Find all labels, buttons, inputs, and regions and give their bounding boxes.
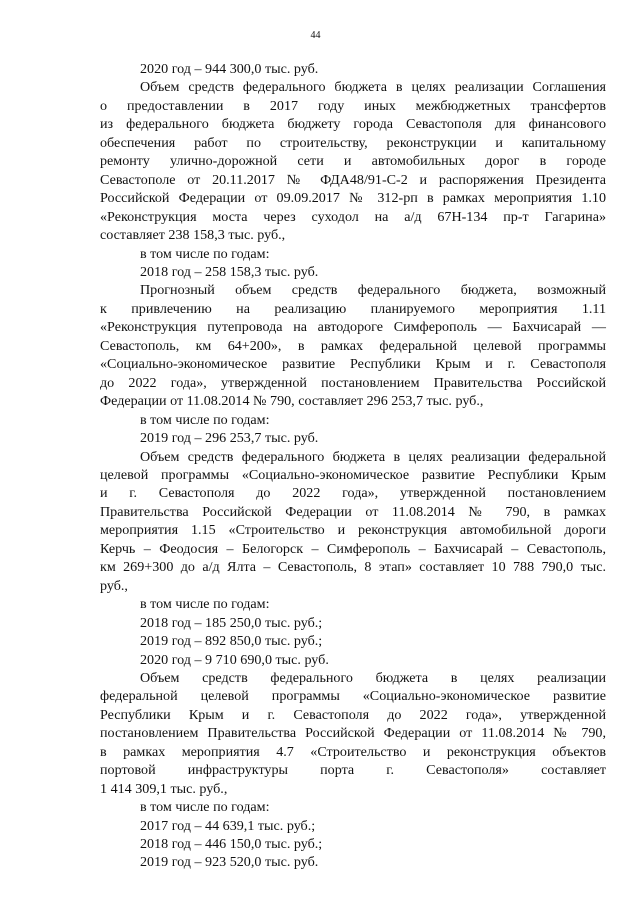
text-line: портовой инфраструктуры порта г. Севастополя» составляет [100, 762, 606, 779]
text-line: обеспечения работ по строительству, реконструкции и капитальному [100, 134, 606, 151]
text-line: 2018 год – 258 158,3 тыс. руб. [140, 263, 319, 280]
text-line: Объем средств федерального бюджета в целях реализации [140, 669, 606, 686]
text-line: Севастополе от 20.11.2017 № ФДА48/91-С-2 и распоряжения Президента [100, 171, 606, 188]
text-line: Объем средств федерального бюджета в целях реализации Соглашения [140, 79, 606, 96]
text-line: ремонту улично-дорожной сети и автомобильных дорог в городе [100, 153, 606, 170]
text-line: в том числе по годам: [140, 245, 270, 262]
text-line: 2017 год – 44 639,1 тыс. руб.; [140, 817, 316, 834]
text-line: 2020 год – 9 710 690,0 тыс. руб. [140, 651, 329, 668]
text-line: «Реконструкция моста через суходол на а/д 67Н-134 пр-т Гагарина» [100, 208, 606, 225]
text-line: 2019 год – 923 520,0 тыс. руб. [140, 854, 319, 871]
text-line: Правительства Российской Федерации от 11.08.2014 № 790, в рамках [100, 503, 606, 520]
page-number: 44 [310, 30, 321, 41]
text-line: 1 414 309,1 тыс. руб., [100, 780, 228, 797]
text-line: руб., [100, 577, 128, 594]
text-line: 2020 год – 944 300,0 тыс. руб. [140, 61, 319, 77]
text-line: Федерации от 11.08.2014 № 790, составляет 296 253,7 тыс. руб., [100, 393, 484, 410]
text-line: и г. Севастополя до 2022 года», утвержденной постановлением [100, 485, 606, 502]
text-line: постановлением Правительства Российской Федерации от 11.08.2014 № 790, [100, 725, 606, 742]
document-body [100, 60, 606, 872]
text-line: «Реконструкция путепровода на автодороге Симферополь — Бахчисарай — [100, 319, 606, 336]
text-line: Республики Крым и г. Севастополя до 2022 года», утвержденной [100, 706, 606, 723]
text-line: до 2022 года», утвержденной постановлением Правительства Российской [100, 374, 606, 391]
text-line: Севастополь, км 64+200», в рамках федеральной целевой программы [100, 337, 606, 354]
text-line: из федерального бюджета бюджету города Севастополя для финансового [100, 116, 606, 133]
text-line: составляет 238 158,3 тыс. руб., [100, 227, 286, 244]
text-line: целевой программы «Социально-экономическое развитие Республики Крым [100, 466, 606, 483]
text-line: к привлечению на реализацию планируемого мероприятия 1.11 [100, 300, 606, 317]
text-line: 2019 год – 296 253,7 тыс. руб. [140, 430, 319, 447]
text-line: 2018 год – 185 250,0 тыс. руб.; [140, 614, 323, 631]
text-line: 2019 год – 892 850,0 тыс. руб.; [140, 633, 323, 650]
text-line: Прогнозный объем средств федерального бюджета, возможный [140, 282, 606, 299]
text-line: 2018 год – 446 150,0 тыс. руб.; [140, 836, 323, 853]
text-line: в рамках мероприятия 4.7 «Строительство и реконструкция объектов [100, 743, 606, 760]
text-line: о предоставлении в 2017 году иных межбюджетных трансфертов [100, 97, 606, 114]
text-line: в том числе по годам: [140, 411, 270, 428]
text-line: Керчь – Феодосия – Белогорск – Симферополь – Бахчисарай – Севастополь, [100, 540, 606, 557]
text-line: Объем средств федерального бюджета в целях реализации федеральной [140, 448, 606, 465]
text-line: км 269+300 до а/д Ялта – Севастополь, 8 этап» составляет 10 788 790,0 тыс. [100, 559, 606, 576]
text-line: в том числе по годам: [140, 799, 270, 816]
text-line: в том числе по годам: [140, 596, 270, 613]
text-line: «Социально-экономическое развитие Республики Крым и г. Севастополя [100, 356, 606, 373]
text-line: мероприятия 1.15 «Строительство и реконструкция автомобильной дороги [100, 522, 606, 539]
text-line: Российской Федерации от 09.09.2017 № 312-рп в рамках мероприятия 1.10 [100, 190, 606, 207]
text-line: федеральной целевой программы «Социально-экономическое развитие [100, 688, 606, 705]
